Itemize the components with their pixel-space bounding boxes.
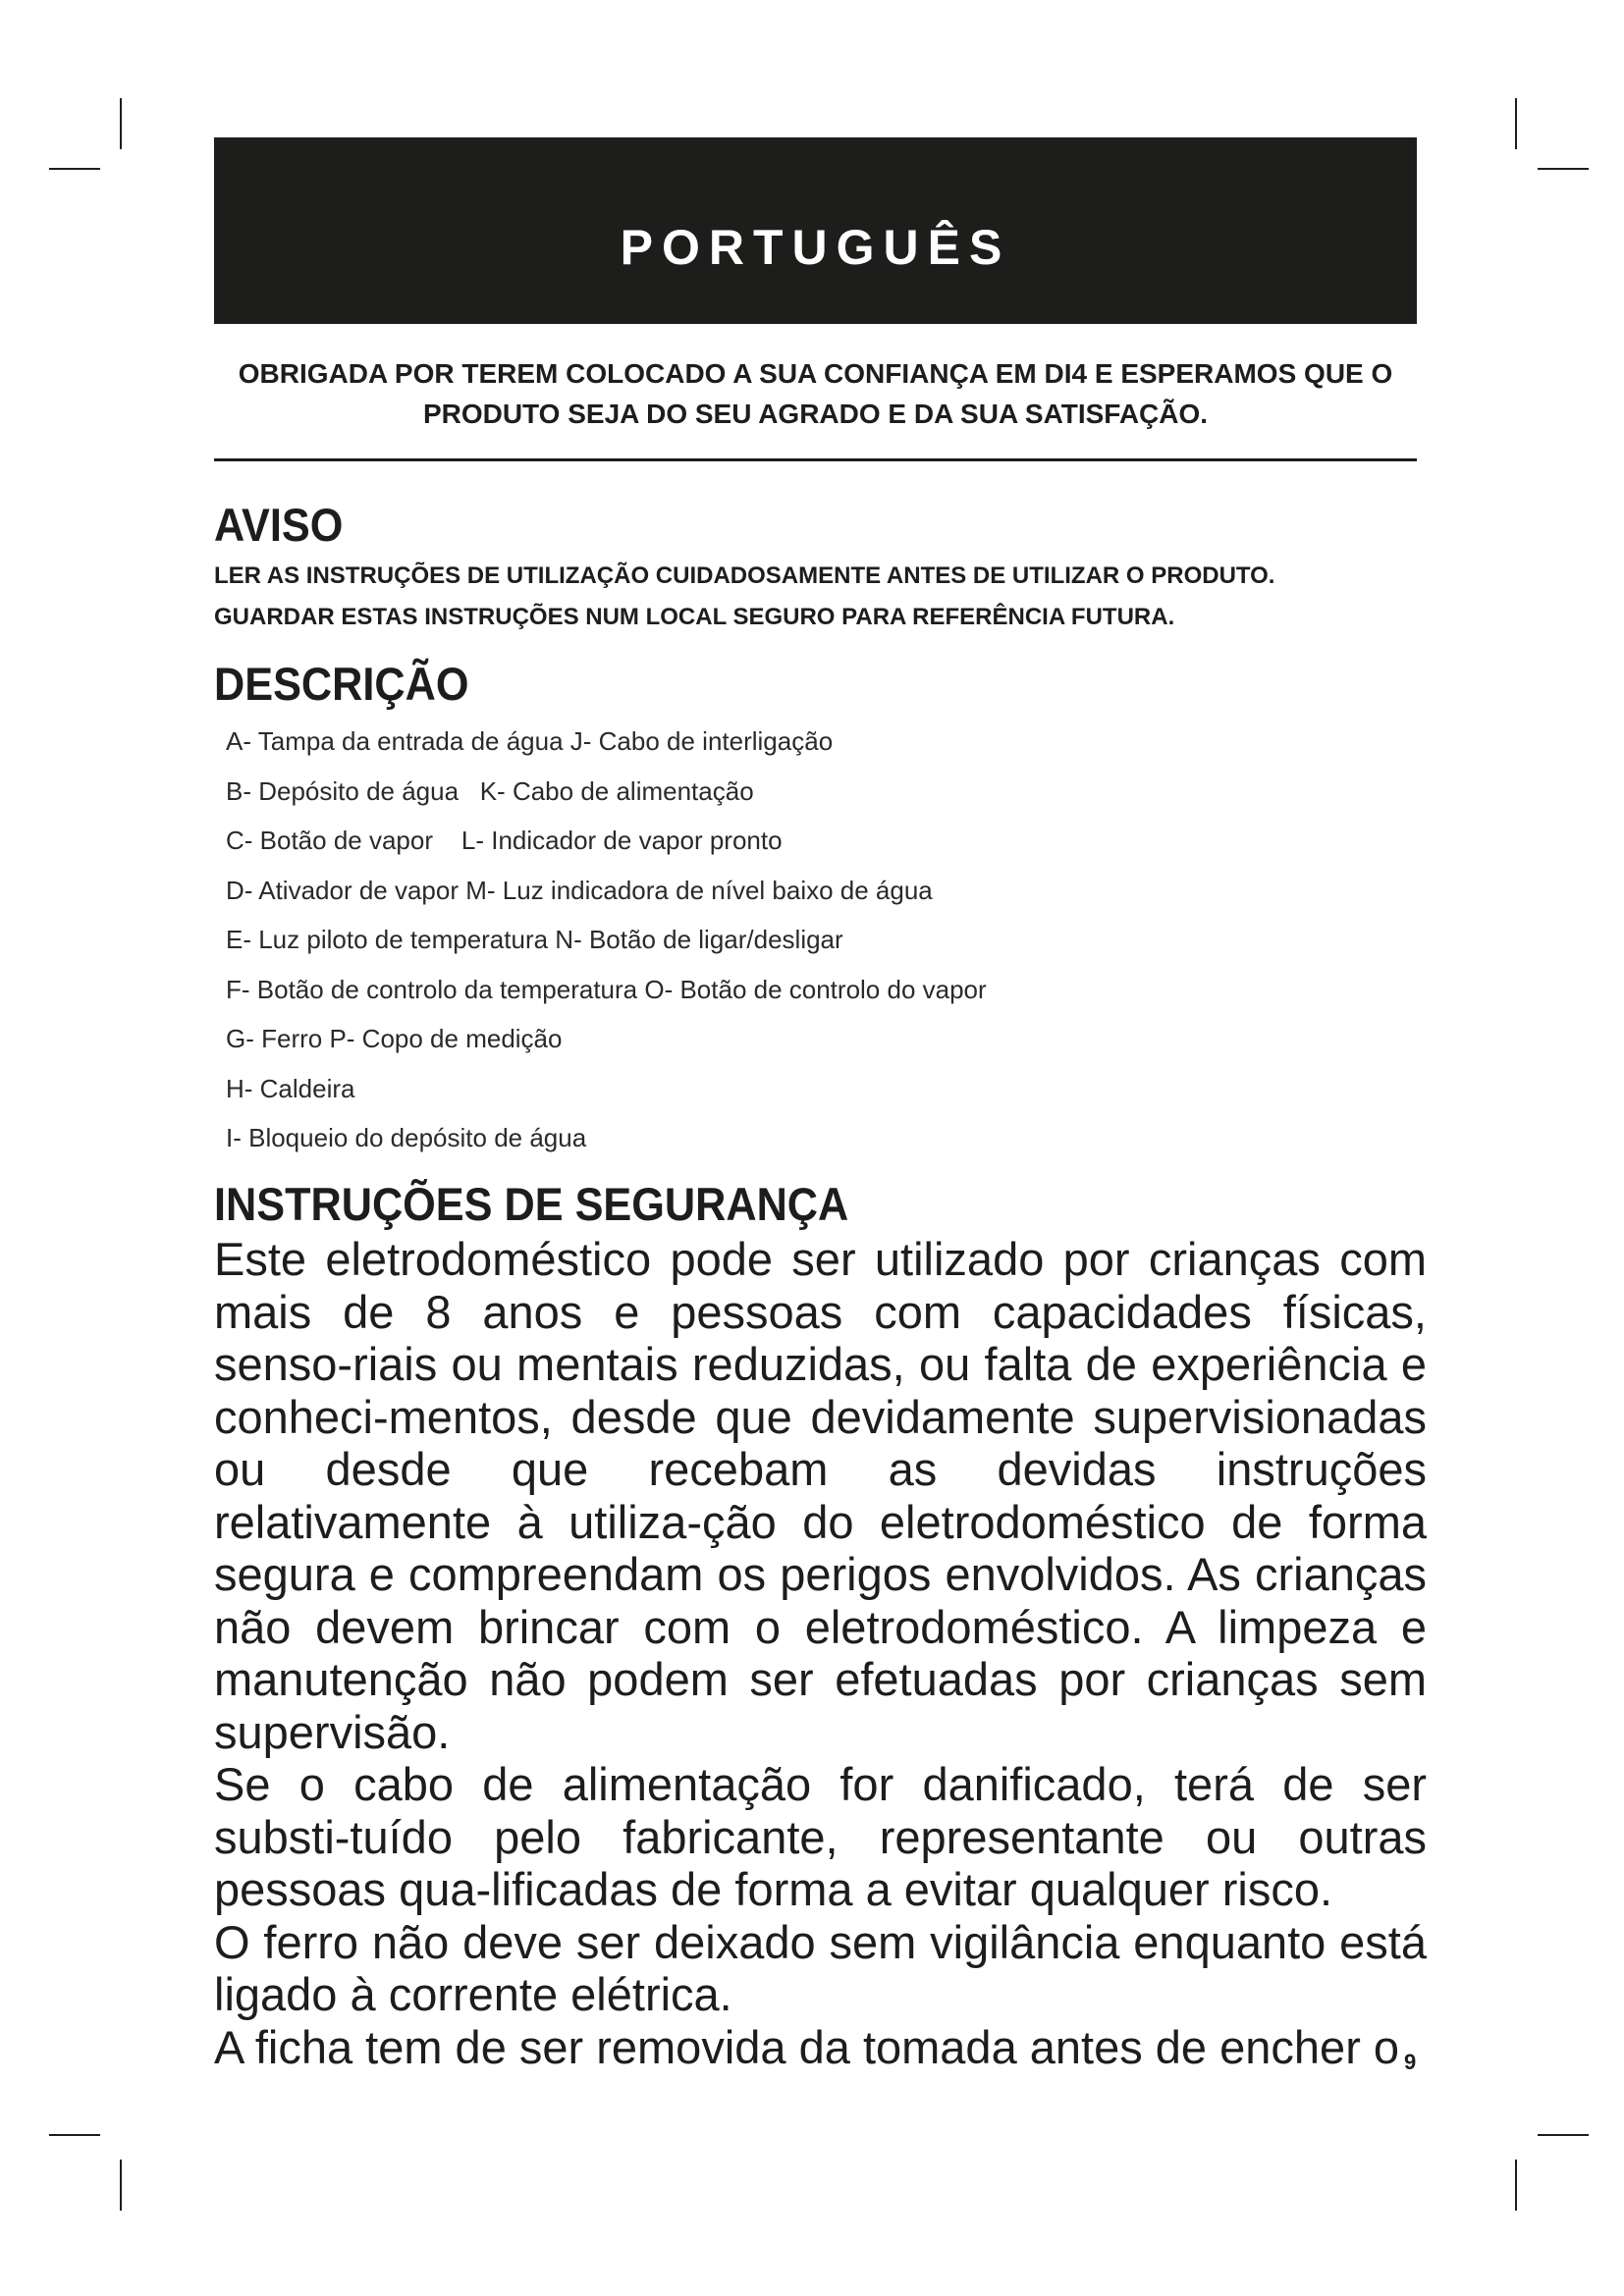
crop-mark-top-right: [1538, 168, 1589, 170]
language-title: PORTUGUÊS: [620, 220, 1011, 275]
list-item: I- Bloqueio do depósito de água: [226, 1123, 587, 1152]
list-item: C- Botão de vapor L- Indicador de vapor pronto: [226, 826, 783, 855]
thank-you-line: PRODUTO SEJA DO SEU AGRADO E DA SUA SATISFAÇÃO.: [422, 399, 1209, 429]
safety-paragraph: A ficha tem de ser removida da tomada antes de encher o: [214, 2020, 1400, 2073]
safety-paragraph: Se o cabo de alimentação for danificado, terá de ser substi-tuído pelo fabricante, representante ou outras pessoas qua-lificadas de forma a evitar qualquer risco.: [214, 1758, 1427, 1915]
safety-paragraph: Este eletrodoméstico pode ser utilizado por crianças com mais de 8 anos e pessoas com capacidades físicas, senso-riais ou mentais reduzidas, ou falta de experiência e conheci-mentos, desde que devidamente supervisionadas ou desde que recebam as devidas instruções relativamente à utiliza-ção do eletrodoméstico de forma segura e compreendam os perigos envolvidos. As crianças não devem brincar com o eletrodoméstico. A limpeza e manutenção não podem ser efetuadas por crianças sem supervisão.: [214, 1233, 1427, 1758]
safety-heading: INSTRUÇÕES DE SEGURANÇA: [214, 1178, 849, 1230]
thank-you-line: OBRIGADA POR TEREM COLOCADO A SUA CONFIANÇA EM DI4 E ESPERAMOS QUE O: [238, 358, 1393, 389]
list-item: G- Ferro P- Copo de medição: [226, 1024, 563, 1053]
crop-mark-bottom-left: [120, 2160, 122, 2211]
crop-mark-top-left: [120, 98, 122, 149]
warning-line: LER AS INSTRUÇÕES DE UTILIZAÇÃO CUIDADOSAMENTE ANTES DE UTILIZAR O PRODUTO.: [214, 562, 1275, 589]
crop-mark-bottom-left: [49, 2134, 100, 2136]
language-banner: [214, 137, 1417, 324]
list-item: B- Depósito de água K- Cabo de alimentação: [226, 775, 754, 806]
warning-line: GUARDAR ESTAS INSTRUÇÕES NUM LOCAL SEGURO PARA REFERÊNCIA FUTURA.: [214, 604, 1175, 630]
parts-list: [226, 717, 987, 1163]
warning-text: [214, 556, 1451, 638]
warning-heading: AVISO: [214, 499, 344, 551]
crop-mark-bottom-right: [1538, 2134, 1589, 2136]
safety-paragraph: O ferro não deve ser deixado sem vigilância enquanto está ligado à corrente elétrica.: [214, 1915, 1427, 2020]
list-item: D- Ativador de vapor M- Luz indicadora de nível baixo de água: [226, 875, 933, 905]
list-item: H- Caldeira: [226, 1073, 355, 1103]
description-heading: DESCRIÇÃO: [214, 658, 469, 710]
safety-instructions: [214, 1233, 1427, 2073]
list-item: E- Luz piloto de temperatura N- Botão de ligar/desligar: [226, 925, 843, 954]
list-item: F- Botão de controlo da temperatura O- Botão de controlo do vapor: [226, 974, 987, 1004]
crop-mark-top-right: [1515, 98, 1517, 149]
crop-mark-bottom-right: [1515, 2160, 1517, 2211]
divider: [214, 458, 1417, 461]
list-item: A- Tampa da entrada de água J- Cabo de interligação: [226, 726, 834, 756]
thank-you-note: [214, 353, 1417, 434]
page-number: 9: [1404, 2050, 1417, 2074]
crop-mark-top-left: [49, 168, 100, 170]
